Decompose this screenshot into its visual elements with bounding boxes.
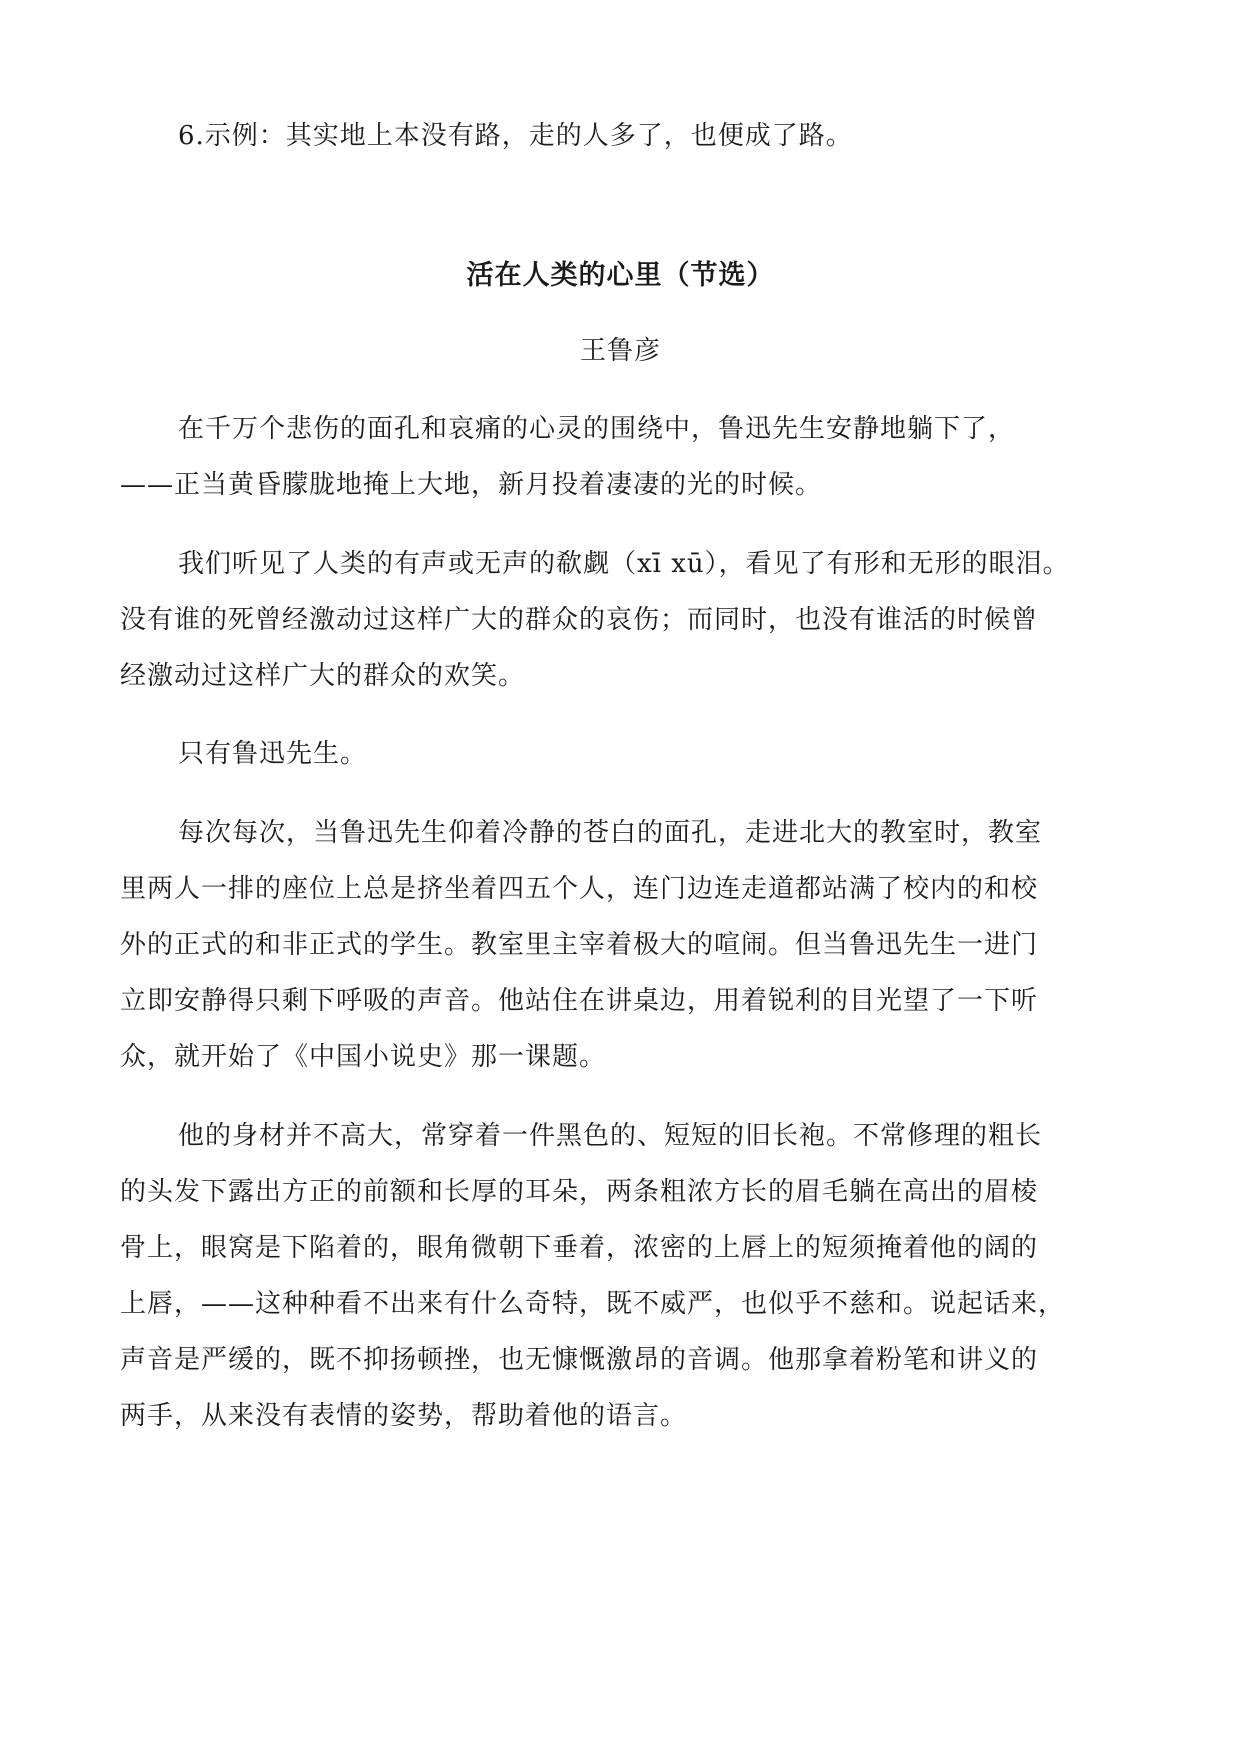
paragraph-4-line-1: 每次每次，当鲁迅先生仰着冷静的苍白的面孔，走进北大的教室时，教室 <box>178 818 1043 848</box>
paragraph-5-line-3: 骨上，眼窝是下陷着的，眼角微朝下垂着，浓密的上唇上的短须掩着他的阔的 <box>120 1233 1039 1263</box>
paragraph-4-line-2: 里两人一排的座位上总是挤坐着四五个人，连门边连走道都站满了校内的和校 <box>120 874 1039 904</box>
article-author: 王鲁彦 <box>579 336 661 366</box>
paragraph-2-line-3: 经激动过这样广大的群众的欢笑。 <box>120 661 526 691</box>
paragraph-5-line-1: 他的身材并不高大，常穿着一件黑色的、短短的旧长袍。不常修理的粗长 <box>178 1121 1043 1151</box>
paragraph-5-line-2: 的头发下露出方正的前额和长厚的耳朵，两条粗浓方长的眉毛躺在高出的眉棱 <box>120 1177 1039 1207</box>
paragraph-4-line-5: 众，就开始了《中国小说史》那一课题。 <box>120 1042 607 1072</box>
paragraph-2-line-2: 没有谁的死曾经激动过这样广大的群众的哀伤；而同时，也没有谁活的时候曾 <box>120 605 1039 635</box>
paragraph-1-line-2: ——正当黄昏朦胧地掩上大地，新月投着凄凄的光的时候。 <box>120 470 823 500</box>
paragraph-3-line-1: 只有鲁迅先生。 <box>178 739 368 769</box>
paragraph-1-line-1: 在千万个悲伤的面孔和哀痛的心灵的围绕中，鲁迅先生安静地躺下了， <box>178 414 1016 444</box>
paragraph-4-line-3: 外的正式的和非正式的学生。教室里主宰着极大的喧闹。但当鲁迅先生一进门 <box>120 930 1039 960</box>
paragraph-5-line-5: 声音是严缓的，既不抑扬顿挫，也无慷慨激昂的音调。他那拿着粉笔和讲义的 <box>120 1345 1039 1375</box>
paragraph-4-line-4: 立即安静得只剩下呼吸的声音。他站住在讲桌边，用着锐利的目光望了一下听 <box>120 986 1039 1016</box>
paragraph-5-line-6: 两手，从来没有表情的姿势，帮助着他的语言。 <box>120 1401 688 1431</box>
paragraph-2-line-1: 我们听见了人类的有声或无声的欷觑（xī xū），看见了有形和无形的眼泪。 <box>178 549 1070 579</box>
article-title: 活在人类的心里（节选） <box>466 260 775 291</box>
paragraph-5-line-4: 上唇，——这种种看不出来有什么奇特，既不威严，也似乎不慈和。说起话来， <box>120 1289 1066 1319</box>
answer-line: 6.示例：其实地上本没有路，走的人多了，也便成了路。 <box>178 121 853 151</box>
